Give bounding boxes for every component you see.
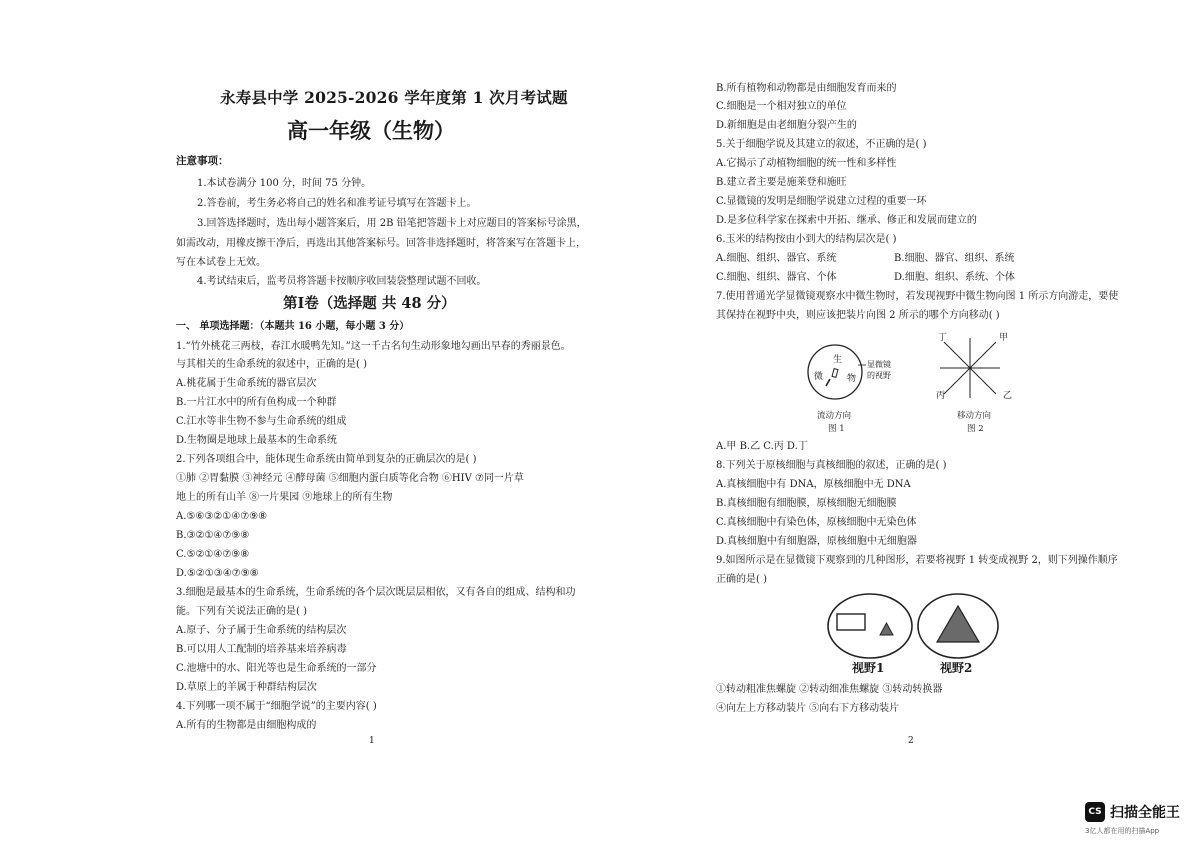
notice-line: 如需改动，用橡皮擦干净后，再选出其他答案标号。回答非选择题时，将答案写在答题卡上， <box>176 238 586 249</box>
question-line: 能。下列有关说法正确的是( ) <box>176 606 307 617</box>
option-line: C.⑤②①④⑦⑨⑧ <box>176 549 250 560</box>
notice-line: 4.考试结束后，监考员将答题卡按顺序收回装袋整理试题不回收。 <box>197 276 487 287</box>
question-line: 正确的是( ) <box>716 574 767 585</box>
view-label: 视野1 <box>852 661 885 675</box>
question-line: 4.下列哪一项不属于“细胞学说”的主要内容( ) <box>176 701 377 712</box>
option-line: A.桃花属于生命系统的器官层次 <box>176 378 317 389</box>
notice-line: 2.答卷前，考生务必将自己的姓名和准考证号填写在答题卡上。 <box>197 198 477 209</box>
option-line: D.⑤②①③④⑦⑨⑧ <box>176 568 259 579</box>
question-line: 3.细胞是最基本的生命系统，生命系统的各个层次既层层相依，又有各自的组成、结构和功 <box>176 587 576 598</box>
notice-line: 1.本试卷满分 100 分，时间 75 分钟。 <box>197 178 372 189</box>
option-line: ①转动粗准焦螺旋 ②转动细准焦螺旋 ③转动转换器 <box>716 684 943 695</box>
question-line: 7.使用普通光学显微镜观察水中微生物时，若发现视野中微生物向图 1 所示方向游走，要使 <box>716 291 1119 302</box>
option-line: C.显微镜的发明是细胞学说建立过程的重要一环 <box>716 196 927 207</box>
question-line: 其保持在视野中央，则应该把装片向图 2 所示的哪个方向移动( ) <box>716 310 1000 321</box>
option-line: D.草原上的羊属于种群结构层次 <box>176 682 317 693</box>
fig1-note: 的视野 <box>867 371 891 380</box>
option-line: D.真核细胞中有细胞器，原核细胞中无细胞器 <box>716 536 917 547</box>
exam-subtitle: 高一年级（生物） <box>287 118 455 143</box>
fig1-char: 生 <box>833 355 843 365</box>
option-line: A.细胞、组织、器官、系统 <box>716 253 837 264</box>
watermark-name: 扫描全能王 <box>1110 805 1180 821</box>
fig1-char: 微 <box>814 372 824 382</box>
exam-title: 永寿县中学 2025-2026 学年度第 1 次月考试题 <box>220 88 568 107</box>
option-line: B.所有植物和动物都是由细胞发育而来的 <box>716 83 897 94</box>
option-line: A.真核细胞中有 DNA，原核细胞中无 DNA <box>716 479 911 490</box>
question-line: 2.下列各项组合中，能体现生命系统由简单到复杂的正确层次的是( ) <box>176 454 477 465</box>
question-line: 6.玉米的结构按由小到大的结构层次是( ) <box>716 234 897 245</box>
fig2-dir: 乙 <box>1003 391 1013 401</box>
option-line: B.一片江水中的所有鱼构成一个种群 <box>176 397 337 408</box>
section-title: 第Ⅰ卷（选择题 共 48 分） <box>283 295 456 312</box>
fig2-caption: 移动方向 <box>957 411 992 421</box>
notice-heading: 注意事项： <box>176 155 229 167</box>
option-line: A.⑤⑥③②①④⑦⑨⑧ <box>176 511 268 522</box>
page-number: 2 <box>908 736 914 746</box>
option-line: A.它揭示了动植物细胞的统一性和多样性 <box>716 158 897 169</box>
q9-fields-of-view <box>825 592 1005 660</box>
option-line: D.细胞、组织、系统、个体 <box>894 272 1015 283</box>
option-line: A.原子、分子属于生命系统的结构层次 <box>176 625 347 636</box>
fig2-dir: 甲 <box>999 333 1009 343</box>
option-line: A.所有的生物都是由细胞构成的 <box>176 720 317 731</box>
option-line: C.江水等非生物不参与生命系统的组成 <box>176 416 347 427</box>
watermark-subtitle: 3亿人都在用的扫描App <box>1085 827 1160 835</box>
cs-logo-icon: CS <box>1085 802 1105 822</box>
scanner-watermark <box>1085 800 1195 840</box>
fig2-dir: 丙 <box>936 391 946 401</box>
view-label: 视野2 <box>940 661 973 675</box>
option-line: C.真核细胞中有染色体，原核细胞中无染色体 <box>716 517 917 528</box>
option-line: ④向左上方移动装片 ⑤向右下方移动装片 <box>716 703 900 714</box>
fig2-label: 图 2 <box>967 424 984 434</box>
question-line: 地上的所有山羊 ⑧一片果园 ⑨地球上的所有生物 <box>176 492 393 503</box>
notice-line: 3.回答选择题时，选出每小题答案后，用 2B 铅笔把答题卡上对应题目的答案标号涂黑， <box>197 218 587 229</box>
fig2-dir: 丁 <box>938 333 948 343</box>
option-line: B.建立者主要是施莱登和施旺 <box>716 177 847 188</box>
notice-line: 写在本试卷上无效。 <box>176 257 266 268</box>
question-line: 与其相关的生命系统的叙述中，正确的是( ) <box>176 359 367 370</box>
exam-page-2 <box>600 0 1200 847</box>
question-line: ①肺 ②胃黏膜 ③神经元 ④酵母菌 ⑤细胞内蛋白质等化合物 ⑥HIV ⑦同一片草 <box>176 473 524 484</box>
option-line: C.细胞、组织、器官、个体 <box>716 272 837 283</box>
option-line: D.生物圈是地球上最基本的生命系统 <box>176 435 337 446</box>
part-heading: 一、 单项选择题：（本题共 16 小题，每小题 3 分） <box>176 321 410 332</box>
option-line: B.可以用人工配制的培养基来培养病毒 <box>176 644 347 655</box>
option-line: B.细胞、器官、组织、系统 <box>894 253 1015 264</box>
option-line: B.③②①④⑦⑨⑧ <box>176 530 250 541</box>
option-line: A.甲 B.乙 C.丙 D.丁 <box>716 441 808 452</box>
question-line: 5.关于细胞学说及其建立的叙述，不正确的是( ) <box>716 139 927 150</box>
option-line: D.是多位科学家在探索中开拓、继承、修正和发展而建立的 <box>716 215 977 226</box>
fig1-label: 图 1 <box>828 424 845 434</box>
page-number: 1 <box>369 736 375 746</box>
question-line: 8.下列关于原核细胞与真核细胞的叙述，正确的是( ) <box>716 460 947 471</box>
option-line: C.细胞是一个相对独立的单位 <box>716 101 847 112</box>
fig1-char: 物 <box>847 374 857 384</box>
fig1-note: 显微镜 <box>867 360 891 369</box>
option-line: B.真核细胞有细胞膜，原核细胞无细胞膜 <box>716 498 897 509</box>
fig1-caption: 流动方向 <box>817 411 852 421</box>
question-line: 1.“竹外桃花三两枝，春江水暖鸭先知。”这一千古名句生动形象地勾画出早春的秀丽景色。 <box>176 341 571 352</box>
option-line: D.新细胞是由老细胞分裂产生的 <box>716 120 857 131</box>
option-line: C.池塘中的水、阳光等也是生命系统的一部分 <box>176 663 377 674</box>
question-line: 9.如图所示是在显微镜下观察到的几种图形，若要将视野 1 转变成视野 2，则下列操作顺序 <box>716 555 1118 566</box>
